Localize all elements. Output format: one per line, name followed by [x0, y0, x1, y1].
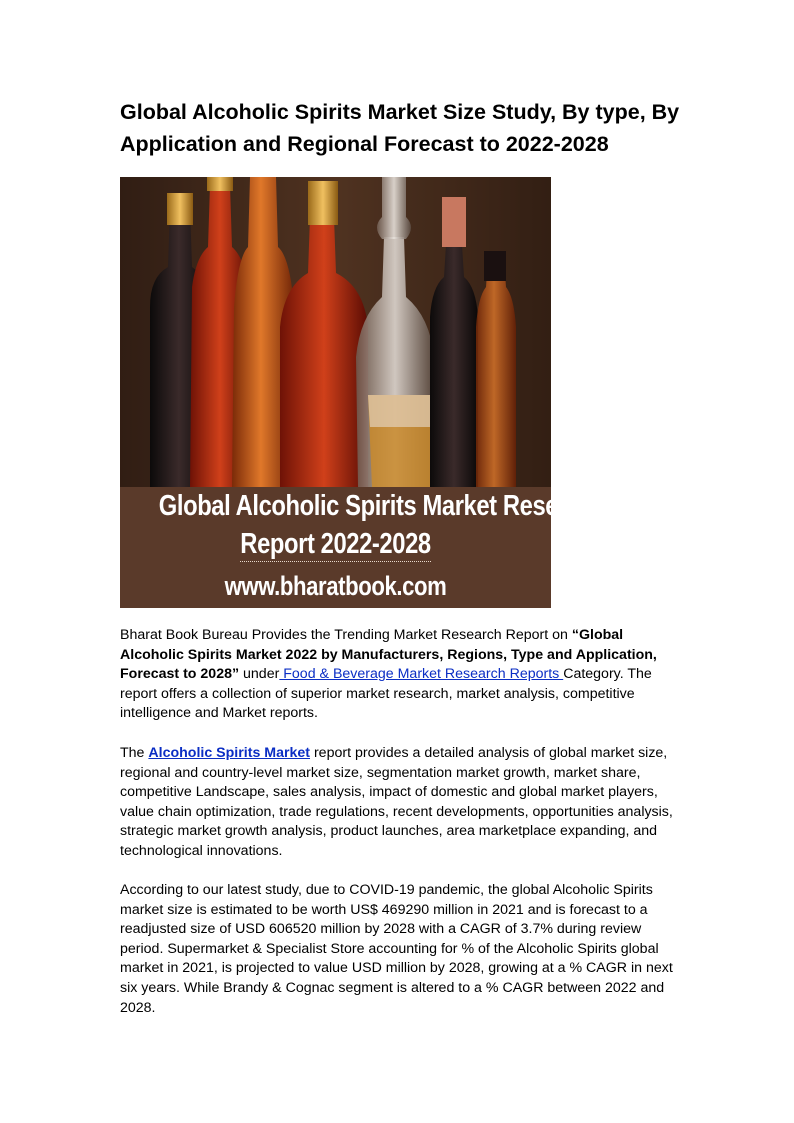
analysis-text-start: The	[120, 745, 149, 761]
study-paragraph: According to our latest study, due to COVID-19 pandemic, the global Alcoholic Spirits market size is estimated to be worth US$ 469290 million in 2021 and is forecast to a readjusted size of USD 606520 million by 2028 with a CAGR of 3.7% during review period. Supermarket & Specialist Store accounting for % of the Alcoholic Spirits global market in 2021, is projected to value USD million by 2028, growing at a % CAGR in next six years. While Brandy & Cognac segment is altered to a % CAGR between 2022 and 2028.	[120, 882, 673, 1016]
banner-title-line2: Report 2022-2028	[240, 528, 431, 560]
page-title: Global Alcoholic Spirits Market Size Study, By type, By Application and Regional Forecast to 2022-2028	[120, 100, 680, 156]
category-link[interactable]: Food & Beverage Market Research Reports	[279, 666, 564, 683]
analysis-paragraph	[120, 744, 680, 862]
banner-divider	[240, 561, 431, 562]
banner-title-line1: Global Alcoholic Spirits Market Research	[158, 490, 607, 522]
intro-text-end: Category. The report offers a collection of superior market research, market analysis, competitive intelligence and Market reports.	[120, 666, 652, 722]
hero-image	[120, 177, 607, 608]
intro-text-start: Bharat Book Bureau Provides the Trending Market Research Report on	[120, 627, 572, 643]
analysis-text-end: report provides a detailed analysis of global market size, regional and country-level market size, segmentation market growth, market share, competitive Landscape, sales analysis, impact of domestic and global market players, value chain optimization, trade regulations, recent developments, opportunities analysis, strategic market growth analysis, product launches, area marketplace expanding, and technological innovations.	[120, 745, 673, 859]
market-link[interactable]: Alcoholic Spirits Market	[148, 745, 311, 761]
intro-paragraph	[120, 626, 680, 724]
banner-url: www.bharatbook.com	[224, 571, 447, 601]
intro-text-under: under	[239, 666, 280, 683]
report-title-bold: “Global Alcoholic Spirits Market 2022 by Manufacturers, Regions, Type and Application, Forecast to 2028”	[120, 627, 657, 683]
